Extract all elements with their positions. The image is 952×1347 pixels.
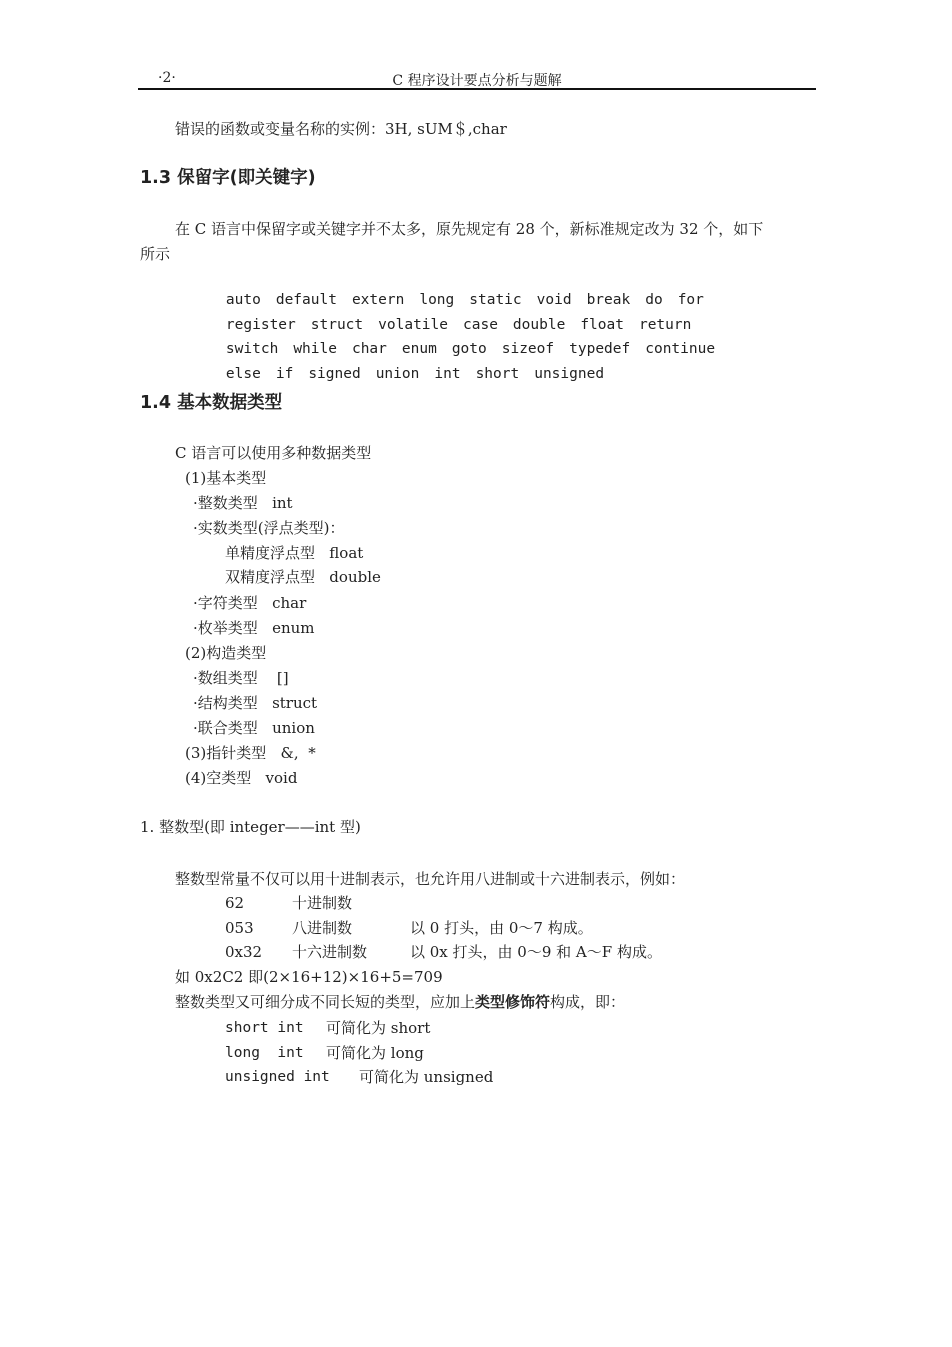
keyword: unsigned	[534, 366, 605, 382]
keyword: for	[677, 292, 704, 308]
section-heading-1-4: 1.4 基本数据类型	[140, 393, 283, 413]
keyword: double	[512, 317, 566, 333]
list-item: ·实数类型(浮点类型)：	[193, 519, 345, 537]
modifier-short: 可简化为 unsigned	[359, 1068, 494, 1086]
example-base: 十进制数	[292, 894, 353, 912]
example-note: 以 0 打头，由 0～7 构成。	[410, 919, 593, 937]
keyword: if	[275, 366, 294, 382]
list-item: 单精度浮点型 float	[225, 544, 364, 562]
keyword: sizeof	[501, 341, 555, 357]
example-value: 053	[225, 919, 254, 937]
subsection-heading-integer: 1. 整数型(即 integer——int 型)	[140, 818, 361, 836]
keyword: static	[469, 292, 522, 308]
page-number: ·2·	[158, 70, 176, 86]
page-header	[138, 70, 816, 90]
intro-line: 错误的函数或变量名称的实例：3H, sUM＄,char	[175, 120, 507, 138]
keyword: return	[638, 317, 692, 333]
keyword: default	[275, 292, 337, 308]
keyword: long	[419, 292, 455, 308]
keyword: switch	[225, 341, 279, 357]
keyword: void	[536, 292, 572, 308]
keyword: enum	[401, 341, 437, 357]
keyword: do	[645, 292, 663, 308]
example-note: 以 0x 打头，由 0～9 和 A～F 构成。	[410, 943, 662, 961]
modifier-full: unsigned int	[225, 1069, 330, 1085]
keyword: register	[225, 317, 296, 333]
list-item: ·联合类型 union	[193, 719, 315, 737]
keyword: union	[375, 366, 420, 382]
keyword: else	[225, 366, 261, 382]
modifier-paragraph-bold: 类型修饰符	[475, 993, 551, 1011]
modifier-paragraph-prefix: 整数类型又可细分成不同长短的类型，应加上	[175, 993, 476, 1011]
list-item: (4)空类型 void	[185, 769, 298, 787]
keyword: volatile	[378, 317, 448, 333]
example-calculation: 如 0x2C2 即(2×16+12)×16+5=709	[175, 968, 443, 986]
example-value: 0x32	[225, 943, 263, 961]
keyword: char	[351, 341, 387, 357]
example-value: 62	[225, 894, 245, 912]
keyword: int	[434, 366, 461, 382]
modifier-paragraph	[175, 992, 625, 1012]
keyword: case	[463, 317, 498, 333]
keyword: struct	[310, 317, 364, 333]
keyword: continue	[645, 341, 716, 357]
example-base: 十六进制数	[292, 943, 368, 961]
example-base: 八进制数	[292, 919, 353, 937]
list-item: (1)基本类型	[185, 469, 267, 487]
section-1-3-paragraph-line2: 所示	[140, 245, 171, 263]
list-item: (3)指针类型 &, *	[185, 744, 316, 762]
list-item: ·整数类型 int	[193, 494, 293, 512]
keyword: typedef	[569, 341, 631, 357]
keyword: signed	[308, 366, 361, 382]
list-item: (2)构造类型	[185, 644, 267, 662]
section-heading-1-3: 1.3 保留字(即关键字)	[140, 168, 316, 188]
list-item: ·枚举类型 enum	[193, 619, 315, 637]
keyword: while	[293, 341, 337, 357]
keyword: break	[586, 292, 631, 308]
list-item: ·结构类型 struct	[193, 694, 318, 712]
modifier-short: 可简化为 long	[326, 1044, 424, 1062]
keyword: auto	[225, 292, 261, 308]
section-1-3-paragraph-line1: 在 C 语言中保留字或关键字并不太多，原先规定有 28 个，新标准规定改为 32 个，如下	[175, 220, 764, 238]
keyword: goto	[451, 341, 487, 357]
modifier-full: long int	[225, 1045, 304, 1061]
modifier-paragraph-suffix: 构成，即：	[550, 993, 626, 1011]
modifier-short: 可简化为 short	[326, 1019, 431, 1037]
keyword: extern	[351, 292, 405, 308]
running-title: C 程序设计要点分析与题解	[392, 73, 562, 89]
list-item: ·字符类型 char	[193, 594, 307, 612]
keyword: float	[580, 317, 624, 333]
list-item: C 语言可以使用多种数据类型	[175, 444, 372, 462]
list-item: ·数组类型 []	[193, 669, 289, 687]
integer-paragraph: 整数型常量不仅可以用十进制表示，也允许用八进制或十六进制表示，例如：	[175, 870, 686, 888]
list-item: 双精度浮点型 double	[225, 568, 381, 586]
modifier-full: short int	[225, 1020, 304, 1036]
keyword: short	[475, 366, 520, 382]
